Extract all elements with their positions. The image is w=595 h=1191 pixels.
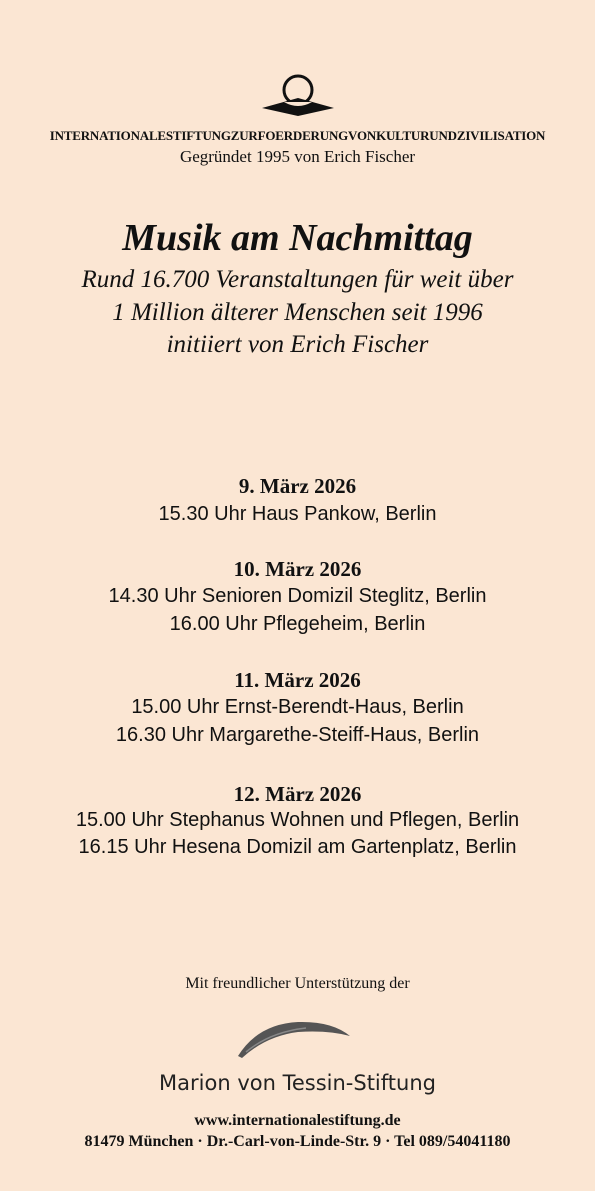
sponsor-logo-icon (236, 1018, 352, 1060)
address-line: 81479 München · Dr.-Carl-von-Linde-Str. 9 · Tel 089/54041180 (84, 1133, 511, 1150)
event-item: 16.15 Uhr Hesena Domizil am Gartenplatz, Berlin (78, 836, 517, 858)
event-item: 16.00 Uhr Pflegeheim, Berlin (169, 613, 426, 635)
event-date: 10. März 2026 (233, 557, 362, 581)
org-founded: Gegründet 1995 von Erich Fischer (179, 147, 416, 166)
org-logo-icon (258, 70, 338, 120)
page-title: Musik am Nachmittag (122, 217, 473, 259)
subtitle-line: 1 Million älterer Menschen seit 1996 (112, 299, 483, 326)
event-item: 15.00 Uhr Stephanus Wohnen und Pflegen, Berlin (75, 809, 520, 831)
event-date: 9. März 2026 (238, 474, 357, 498)
event-date: 11. März 2026 (234, 668, 361, 692)
event-item: 16.30 Uhr Margarethe-Steiff-Haus, Berlin (115, 724, 480, 746)
support-note: Mit freundlicher Unterstützung der (185, 975, 410, 992)
subtitle-line: initiiert von Erich Fischer (166, 331, 429, 358)
org-name: INTERNATIONALESTIFTUNGZURFOERDERUNGVONKULTURUNDZIVILISATION (49, 128, 546, 143)
subtitle-line: Rund 16.700 Veranstaltungen für weit über (81, 266, 514, 293)
website-link[interactable]: www.internationalestiftung.de (194, 1112, 401, 1129)
event-date: 12. März 2026 (233, 782, 362, 806)
event-item: 15.30 Uhr Haus Pankow, Berlin (158, 503, 437, 525)
event-item: 15.00 Uhr Ernst-Berendt-Haus, Berlin (131, 696, 464, 718)
sponsor-name: Marion von Tessin-Stiftung (159, 1071, 436, 1095)
event-item: 14.30 Uhr Senioren Domizil Steglitz, Berlin (108, 585, 487, 607)
